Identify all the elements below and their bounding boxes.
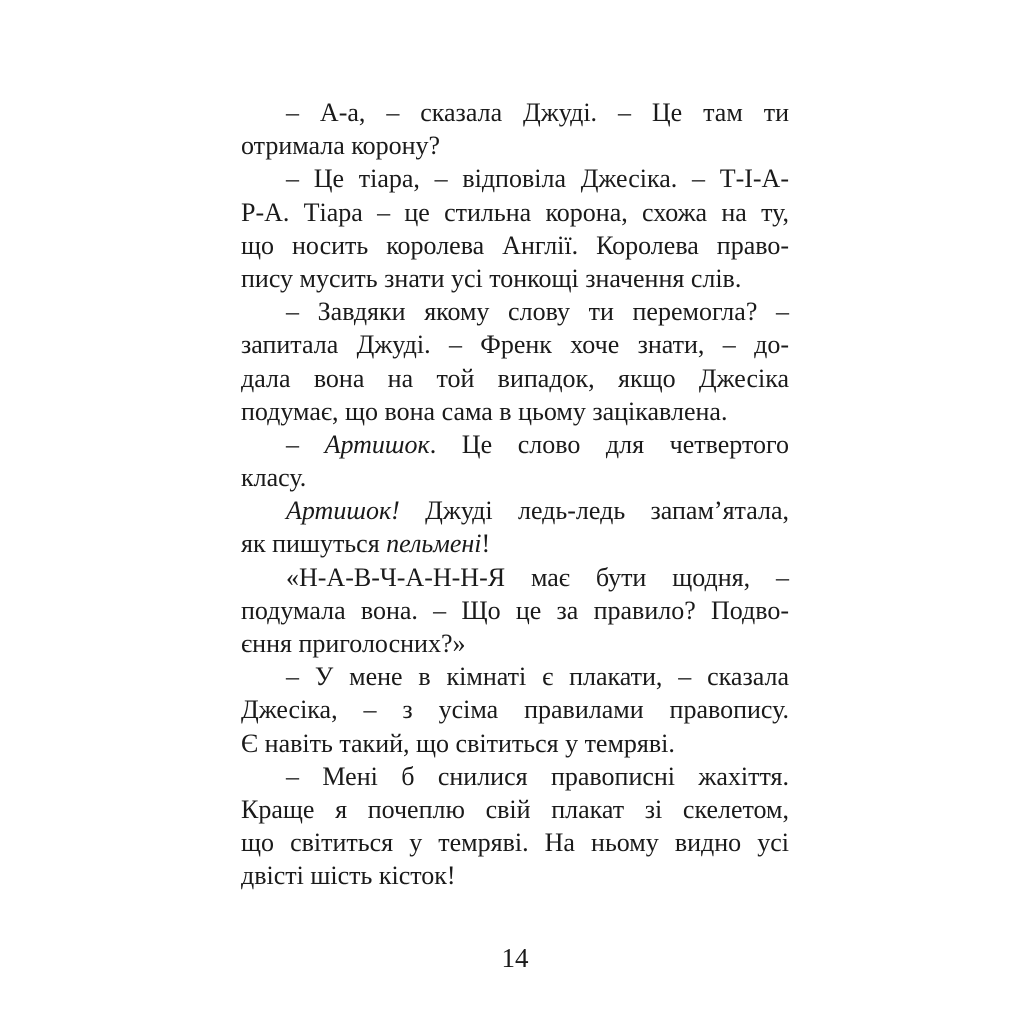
text-segment: Р-А. Тіара – це стильна корона, схожа на ту, — [241, 197, 789, 227]
text-segment: що світиться у темряві. На ньому видно усі — [241, 828, 789, 858]
text-segment: «Н-А-В-Ч-А-Н-Н-Я має бути щодня, – — [286, 562, 789, 592]
text-segment: дала вона на той випадок, якщо Джесіка — [241, 363, 789, 393]
text-line — [241, 196, 789, 229]
text-line — [241, 826, 789, 859]
text-segment: – У мене в кімнаті є плакати, – сказала — [286, 662, 789, 692]
text-block — [241, 96, 789, 893]
text-line — [241, 793, 789, 826]
text-line — [241, 129, 789, 162]
text-line — [241, 295, 789, 328]
text-line — [241, 660, 789, 693]
text-segment: – Завдяки якому слову ти перемогла? – — [286, 297, 789, 327]
text-segment: як пишуться — [241, 529, 387, 559]
text-segment: Джуді ледь-ледь запам’ятала, — [399, 496, 789, 526]
text-segment: – Мені б снилися правописні жахіття. — [286, 761, 789, 791]
italic-text-segment: Артишок — [324, 429, 430, 459]
text-line — [241, 328, 789, 361]
text-line — [241, 494, 789, 527]
text-line — [241, 428, 789, 461]
text-line — [241, 461, 789, 494]
italic-text-segment: пельмені — [386, 529, 482, 559]
italic-text-segment: Артишок! — [286, 496, 400, 526]
text-segment: запитала Джуді. – Френк хоче знати, – до- — [241, 330, 789, 360]
text-line — [241, 262, 789, 295]
text-segment: – Це тіара, – відповіла Джесіка. – Т-І-А- — [286, 164, 789, 194]
text-line — [241, 760, 789, 793]
text-segment: Є навіть такий, що світиться у темряві. — [241, 728, 675, 758]
text-segment: . Це слово для четвертого — [429, 429, 789, 459]
text-line — [241, 229, 789, 262]
text-segment: – А-а, – сказала Джуді. – Це там ти — [286, 98, 789, 127]
text-segment: Краще я почеплю свій плакат зі скелетом, — [241, 794, 789, 824]
text-line — [241, 395, 789, 428]
text-line — [241, 527, 789, 560]
text-line — [241, 162, 789, 195]
text-line — [241, 859, 789, 892]
text-line — [241, 693, 789, 726]
text-line — [241, 727, 789, 760]
text-line — [241, 96, 789, 129]
text-segment: пису мусить знати усі тонкощі значення слів. — [241, 263, 742, 293]
text-line — [241, 594, 789, 627]
text-segment: ! — [481, 529, 491, 559]
text-segment: – — [286, 429, 325, 459]
text-segment: що носить королева Англії. Королева право- — [241, 230, 789, 260]
page-number: 14 — [501, 943, 529, 973]
text-segment: двісті шість кісток! — [241, 861, 456, 891]
text-line — [241, 561, 789, 594]
text-segment: Джесіка, – з усіма правилами правопису. — [241, 695, 789, 725]
text-segment: подумає, що вона сама в цьому зацікавлена. — [241, 396, 728, 426]
text-segment: класу. — [241, 463, 307, 493]
text-segment: подумала вона. – Що це за правило? Подво- — [241, 595, 789, 625]
text-segment: єння приголосних?» — [241, 629, 466, 658]
text-line — [241, 627, 789, 660]
text-line — [241, 362, 789, 395]
text-segment: отримала корону? — [241, 131, 441, 161]
